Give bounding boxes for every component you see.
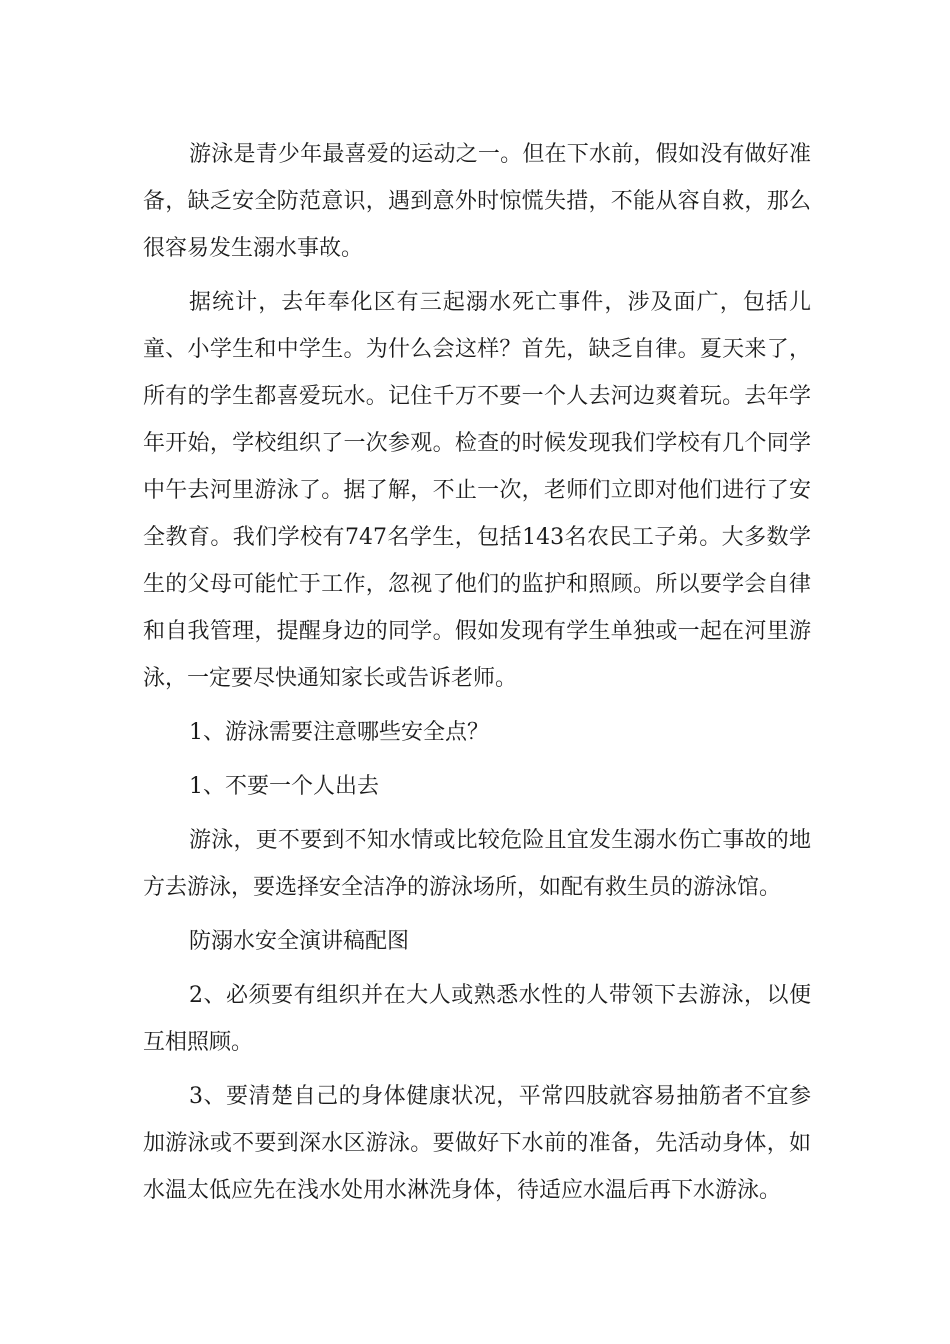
paragraph-point-3: 3、要清楚自己的身体健康状况，平常四肢就容易抽筋者不宜参加游泳或不要到深水区游泳。要做好下水前的准备，先活动身体，如水温太低应先在浅水处用水淋洗身体，待适应水温后再下水游泳。 [143,1084,811,1203]
paragraph-point-1-body: 游泳，更不要到不知水情或比较危险且宜发生溺水伤亡事故的地方去游泳，要选择安全洁净的游泳场所，如配有救生员的游泳馆。 [143,828,811,900]
document-body [143,131,811,1221]
paragraph-question: 1、游泳需要注意哪些安全点？ [189,720,489,745]
paragraph-statistics: 据统计，去年奉化区有三起溺水死亡事件，涉及面广，包括儿童、小学生和中学生。为什么会这样？首先，缺乏自律。夏天来了，所有的学生都喜爱玩水。记住千万不要一个人去河边爽着玩。去年学年开始，学校组织了一次参观。检查的时候发现我们学校有几个同学中午去河里游泳了。据了解，不止一次，老师们立即对他们进行了安全教育。我们学校有747名学生，包括143名农民工子弟。大多数学生的父母可能忙于工作，忽视了他们的监护和照顾。所以要学会自律和自我管理，提醒身边的同学。假如发现有学生单独或一起在河里游泳，一定要尽快通知家长或告诉老师。 [143,290,811,691]
paragraph-point-1-heading: 1、不要一个人出去 [189,774,379,799]
paragraph-figure-caption: 防溺水安全演讲稿配图 [189,929,410,954]
paragraph-intro: 游泳是青少年最喜爱的运动之一。但在下水前，假如没有做好准备，缺乏安全防范意识，遇到意外时惊慌失措，不能从容自救，那么很容易发生溺水事故。 [143,142,811,261]
paragraph-point-2: 2、必须要有组织并在大人或熟悉水性的人带领下去游泳，以便互相照顾。 [143,983,811,1055]
